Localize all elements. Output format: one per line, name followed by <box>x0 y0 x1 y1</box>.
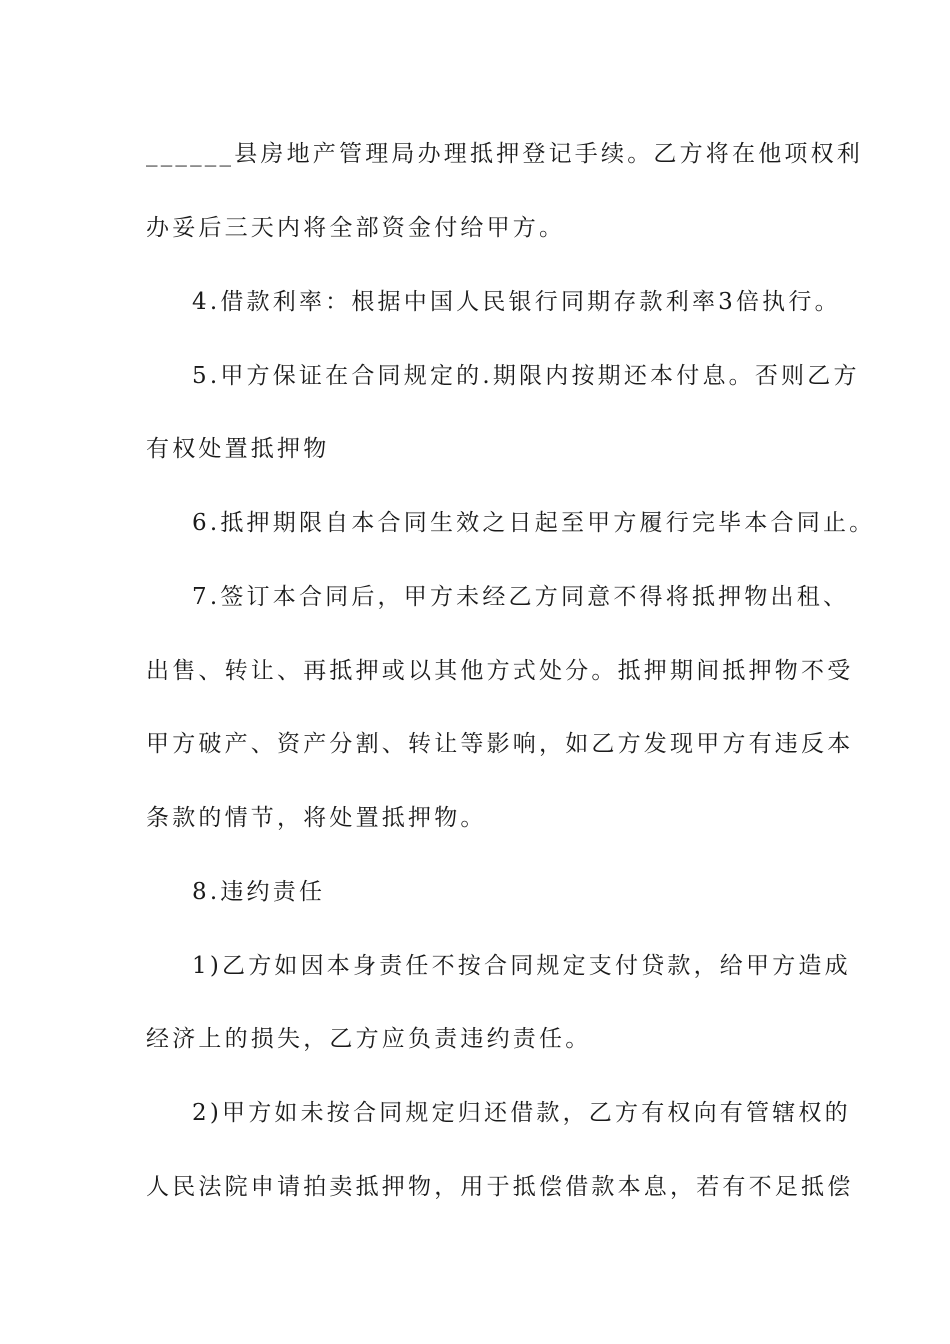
text-line: 甲方破产、资产分割、转让等影响，如乙方发现甲方有违反本 <box>146 731 854 757</box>
text-line: 条款的情节，将处置抵押物。 <box>146 805 487 831</box>
text-line: 办妥后三天内将全部资金付给甲方。 <box>146 215 566 241</box>
text-line: 有权处置抵押物 <box>146 436 330 462</box>
text-line: 8.违约责任 <box>192 879 326 905</box>
text-line: 7.签订本合同后，甲方未经乙方同意不得将抵押物出租、 <box>192 584 850 610</box>
text-line: 5.甲方保证在合同规定的.期限内按期还本付息。否则乙方 <box>192 363 860 389</box>
text-line: 4.借款利率：根据中国人民银行同期存款利率3倍执行。 <box>192 289 841 315</box>
text-line: 人民法院申请拍卖抵押物，用于抵偿借款本息，若有不足抵偿 <box>146 1174 854 1200</box>
text-line: 经济上的损失，乙方应负责违约责任。 <box>146 1026 592 1052</box>
text-line: 1)乙方如因本身责任不按合同规定支付贷款，给甲方造成 <box>192 953 851 979</box>
text-line: 6.抵押期限自本合同生效之日起至甲方履行完毕本合同止。 <box>192 510 876 536</box>
text-line: ______县房地产管理局办理抵押登记手续。乙方将在他项权利 <box>146 141 863 167</box>
text-line: 2)甲方如未按合同规定归还借款，乙方有权向有管辖权的 <box>192 1100 851 1126</box>
text-line: 出售、转让、再抵押或以其他方式处分。抵押期间抵押物不受 <box>146 658 854 684</box>
